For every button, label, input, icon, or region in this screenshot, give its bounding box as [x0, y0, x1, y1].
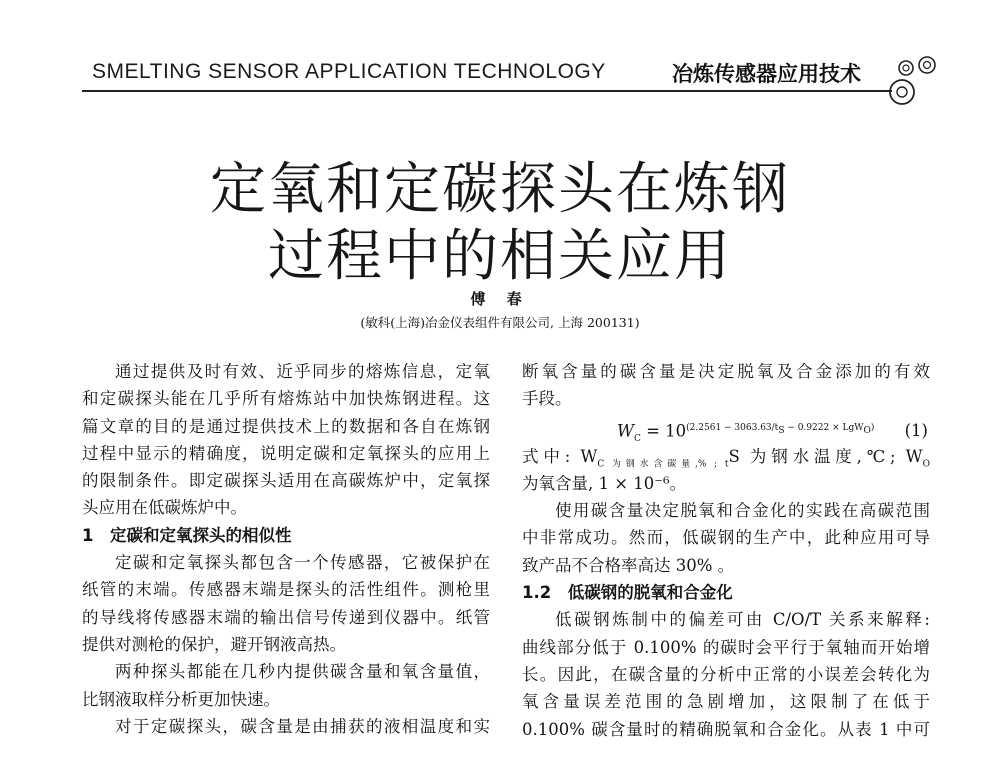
text-line: 和定碳探头能在几乎所有熔炼站中加快炼钢进程。这	[82, 389, 490, 409]
text-line: 为氧含量, 1 × 10⁻⁶。	[522, 473, 687, 493]
text-line: 对于定碳探头，碳含量是由捕获的液相温度和实	[115, 716, 490, 736]
text-line: 式中: $W_{C 为钢水含碳量,\% ; t}S$ 为钢水温度,℃; $W_O$	[522, 446, 931, 469]
text-line: 的导线将传感器末端的输出信号传递到仪器中。纸管	[82, 607, 490, 627]
text-line: 0.100% 碳含量时的精确脱氧和合金化。从表 1 中可	[522, 719, 930, 739]
text-line: 过程中显示的精确度，说明定碳和定氧探头的应用上	[82, 443, 490, 463]
text-line: 定碳和定氧探头都包含一个传感器，它被保护在	[115, 553, 490, 573]
text-line: 曲线部分低于 0.100% 的碳时会平行于氧轴而开始增	[522, 637, 930, 657]
text-line: 致产品不合格率高达 30% 。	[522, 555, 735, 575]
right-column	[522, 358, 930, 743]
article-author: 傅 春	[470, 290, 530, 308]
text-line: 使用碳含量决定脱氧和合金化的实践在高碳范围	[555, 501, 930, 521]
text-line: 长。因此，在碳含量的分析中正常的小误差会转化为	[522, 664, 930, 684]
text-line: 的限制条件。即定碳探头适用在高碳炼炉中，定氧探	[82, 471, 490, 491]
text-line: 两种探头都能在几秒内提供碳含量和氧含量值，	[115, 662, 490, 682]
article-affiliation: (敏科(上海)冶金仪表组件有限公司, 上海 200131)	[360, 315, 640, 330]
section-heading-1-2: 1.2 低碳钢的脱氧和合金化	[522, 583, 733, 603]
text-line: 氧含量误差范围的急剧增加，这限制了在低于	[522, 692, 930, 712]
left-column	[82, 358, 490, 740]
text-line: 纸管的末端。传感器末端是探头的活性组件。测枪里	[82, 580, 490, 600]
text-line: 篇文章的目的是通过提供技术上的数据和各自在炼钢	[82, 416, 490, 436]
journal-header-cn: 冶炼传感器应用技术	[672, 62, 861, 86]
text-line: 通过提供及时有效、近乎同步的熔炼信息，定氧	[115, 362, 490, 381]
text-line: 比钢液取样分析更加快速。	[82, 689, 280, 709]
equation-number: (1)	[904, 420, 928, 440]
equation-1	[522, 413, 930, 443]
text-line: 头应用在低碳炼炉中。	[82, 498, 247, 518]
article-title-line2: 过程中的相关应用	[268, 224, 732, 289]
text-line: 断氧含量的碳含量是决定脱氧及合金添加的有效	[522, 362, 930, 381]
text-line: 低碳钢炼制中的偏差可由 C/O/T 关系来解释:	[555, 610, 930, 630]
text-line: 提供对测枪的保护，避开钢液高热。	[82, 634, 346, 654]
header-rule	[82, 90, 892, 92]
journal-logo-icon	[882, 50, 942, 110]
text-line: 中非常成功。然而，低碳钢的生产中，此种应用可导	[522, 528, 930, 548]
equation-body: $W_C = 10^{(2.2561 - 3063.63/t_S - 0.9222 \times LgW_O)}$	[617, 421, 875, 444]
section-heading-1: 1 定碳和定氧探头的相似性	[82, 525, 292, 545]
journal-header-en: SMELTING SENSOR APPLICATION TECHNOLOGY	[92, 60, 606, 83]
text-line: 手段。	[522, 389, 572, 409]
article-title-line1: 定氧和定碳探头在炼钢	[210, 157, 790, 222]
